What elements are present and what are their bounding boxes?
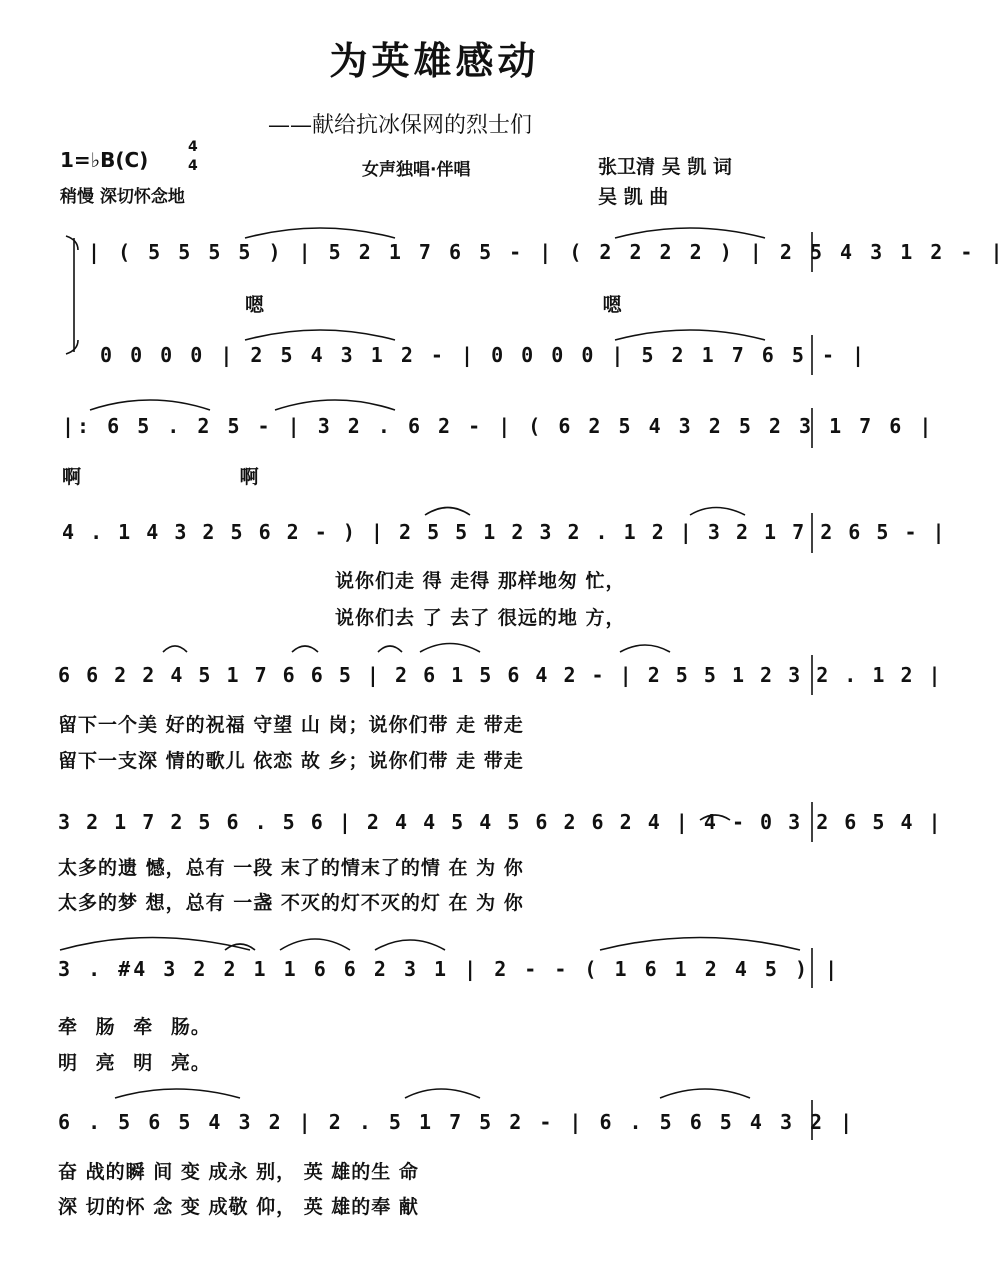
key-signature: 1=♭B(C) [60,148,149,172]
row-4-lyrics-verse2: 留下一支深 情的歌儿 依恋 故 乡；说你们带 走 带走 [58,750,524,772]
performance-note: 女声独唱·伴唱 [362,160,471,180]
row-2-notes: |: 6 5 . 2 5 - | 3 2 . 6 2 - | ( 6 2 5 4 3 2 5 2 3 1 7 6 | [62,414,935,438]
row-3-notes: 4 . 1 4 3 2 5 6 2 - ) | 2 5 5 1 2 3 2 . 1 2 | 3 2 1 7 2 6 5 - | [62,520,947,544]
row-5-lyrics-verse1: 太多的遗 憾，总有 一段 末了的情末了的情 在 为 你 [58,857,524,879]
row-6-notes: 3 . #4 3 2 2 1 1 6 6 2 3 1 | 2 - - ( 1 6 1 2 4 5 ) | [58,957,841,981]
song-title: 为英雄感动 [329,39,540,83]
row-3-lyrics-verse2: 说你们去 了 去了 很远的地 方， [335,607,626,629]
row-6-lyrics-verse2: 明 亮 明 亮。 [58,1052,211,1074]
row-4-lyrics-verse1: 留下一个美 好的祝福 守望 山 岗；说你们带 走 带走 [58,714,524,736]
row-3-lyrics-verse1: 说你们走 得 走得 那样地匆 忙， [335,570,626,592]
row-7-lyrics-verse1: 奋 战的瞬 间 变 成永 别， 英 雄的生 命 [58,1161,419,1183]
time-signature-top: 4 [188,139,198,155]
row-1-upper-notes: | ( 5 5 5 5 ) | 5 2 1 7 6 5 - | ( 2 2 2 2 ) | 2 5 4 3 1 2 - | [88,240,1006,264]
row-1-lower-notes: 0 0 0 0 | 2 5 4 3 1 2 - | 0 0 0 0 | 5 2 1 7 6 5 - | [100,343,868,367]
row-7-notes: 6 . 5 6 5 4 3 2 | 2 . 5 1 7 5 2 - | 6 . 5 6 5 4 3 2 | [58,1110,856,1134]
row-2-lyrics: 啊 啊 [62,466,260,488]
row-5-notes: 3 2 1 7 2 5 6 . 5 6 | 2 4 4 5 4 5 6 2 6 2 4 | 4 - 0 3 2 6 5 4 | [58,810,943,834]
row-5-lyrics-verse2: 太多的梦 想，总有 一盏 不灭的灯不灭的灯 在 为 你 [58,892,524,914]
tempo-marking: 稍慢 深切怀念地 [60,187,185,207]
row-1-lyrics: 嗯 嗯 [245,294,623,316]
lyricist-credit: 张卫清 吴 凯 词 [598,156,732,178]
composer-credit: 吴 凯 曲 [598,186,669,208]
song-subtitle: ——献给抗冰保网的烈士们 [268,113,533,138]
time-signature-bottom: 4 [188,158,198,174]
row-7-lyrics-verse2: 深 切的怀 念 变 成敬 仰， 英 雄的奉 献 [58,1196,419,1218]
row-4-notes: 6 6 2 2 4 5 1 7 6 6 5 | 2 6 1 5 6 4 2 - | 2 5 5 1 2 3 2 . 1 2 | [58,663,943,687]
row-6-lyrics-verse1: 牵 肠 牵 肠。 [58,1016,211,1038]
